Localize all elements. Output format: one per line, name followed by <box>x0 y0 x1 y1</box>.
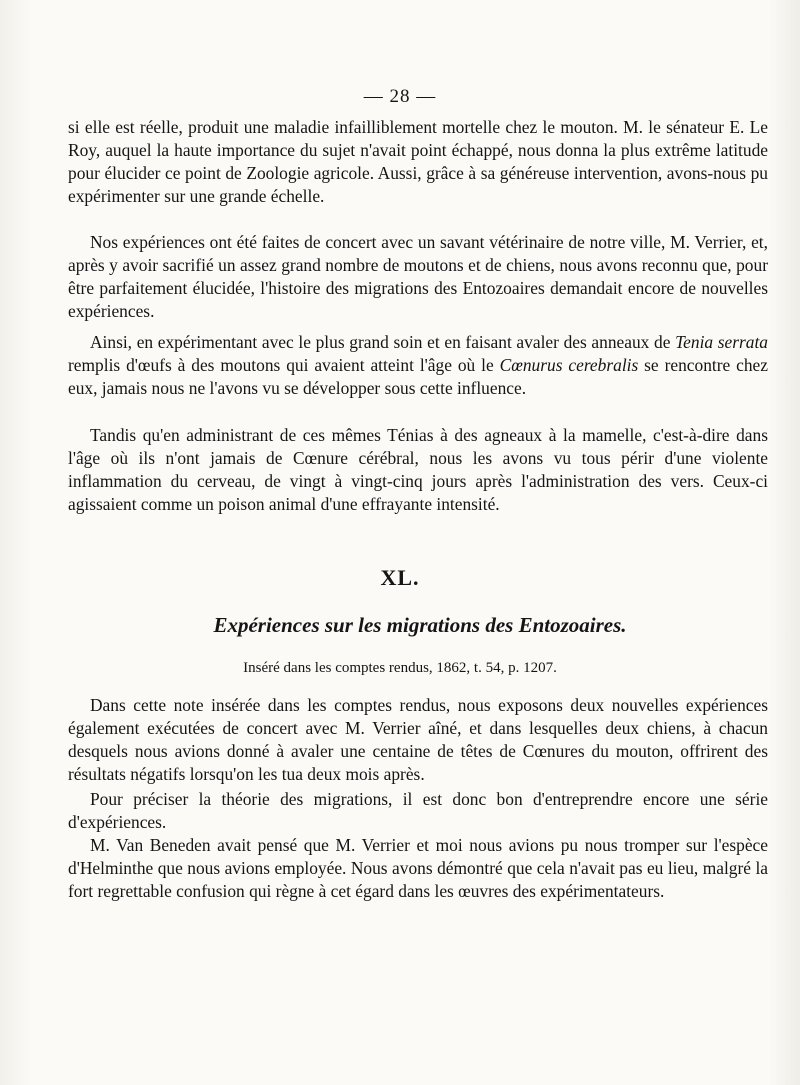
paragraph-3-text-e: se rencontre chez eux, jamais nous ne l'avons vu se développer sous cette influence. <box>68 355 768 398</box>
paragraph-4: Tandis qu'en administrant de ces mêmes Ténias à des agneaux à la mamelle, c'est-à-dire dans l'âge où ils n'ont jamais de Cœnure cérébral, nous les avons vu tous périr d'une violente inflammation du cerveau, de vingt à vingt-cinq jours après l'administration des vers. Ceux-ci agissaient comme un poison animal d'une effrayante intensité. <box>68 425 768 514</box>
paragraph-2: Nos expériences ont été faites de concert avec un savant vétérinaire de notre ville, M. Verrier, et, après y avoir sacrifié un assez grand nombre de moutons et de chiens, nous avons reconnu que, pour être parfaitement élucidée, l'histoire des migrations des Entozoaires demandait encore de nouvelles expériences. <box>68 232 768 321</box>
paragraph-1: si elle est réelle, produit une maladie infailliblement mortelle chez le mouton. M. le sénateur E. Le Roy, auquel la haute importance du sujet n'avait point échappé, nous donna la plus extrême latitude pour élucider ce point de Zoologie agricole. Aussi, grâce à sa généreuse intervention, avons-nous pu expérimenter sur une grande échelle. <box>68 117 768 206</box>
page-number: — 28 — <box>363 86 437 107</box>
paragraph-3-text-c: remplis d'œufs à des moutons qui avaient atteint l'âge où le <box>68 355 500 375</box>
section-note: Inséré dans les comptes rendus, 1862, t. 54, p. 1207. <box>243 660 557 676</box>
paragraph-7: M. Van Beneden avait pensé que M. Verrier et moi nous avions pu nous tromper sur l'espèce d'Helminthe que nous avions employée. Nous avons démontré que cela n'avait pas eu lieu, malgré la fort regrettable confusion qui règne à cet égard dans les œuvres des expérimentateurs. <box>68 835 768 901</box>
species-tenia-serrata: Tenia serrata <box>675 332 768 352</box>
section-number: XL. <box>380 565 420 590</box>
paragraph-3-text-a: Ainsi, en expérimentant avec le plus grand soin et en faisant avaler des anneaux de <box>90 332 676 352</box>
species-coenurus-cerebralis: Cœnurus cerebralis <box>499 355 639 375</box>
paragraph-6: Pour préciser la théorie des migrations, il est donc bon d'entreprendre encore une série d'expériences. <box>68 789 768 832</box>
section-title: Expériences sur les migrations des Entozoaires. <box>213 613 627 637</box>
paragraph-3 <box>68 331 768 400</box>
paragraph-5: Dans cette note insérée dans les comptes rendus, nous exposons deux nouvelles expériences également exécutées de concert avec M. Verrier aîné, et dans lesquelles deux chiens, à chacun desquels nous avions donné à avaler une centaine de têtes de Cœnures du mouton, offrirent des résultats négatifs lorsqu'on les tua deux mois après. <box>68 695 768 784</box>
